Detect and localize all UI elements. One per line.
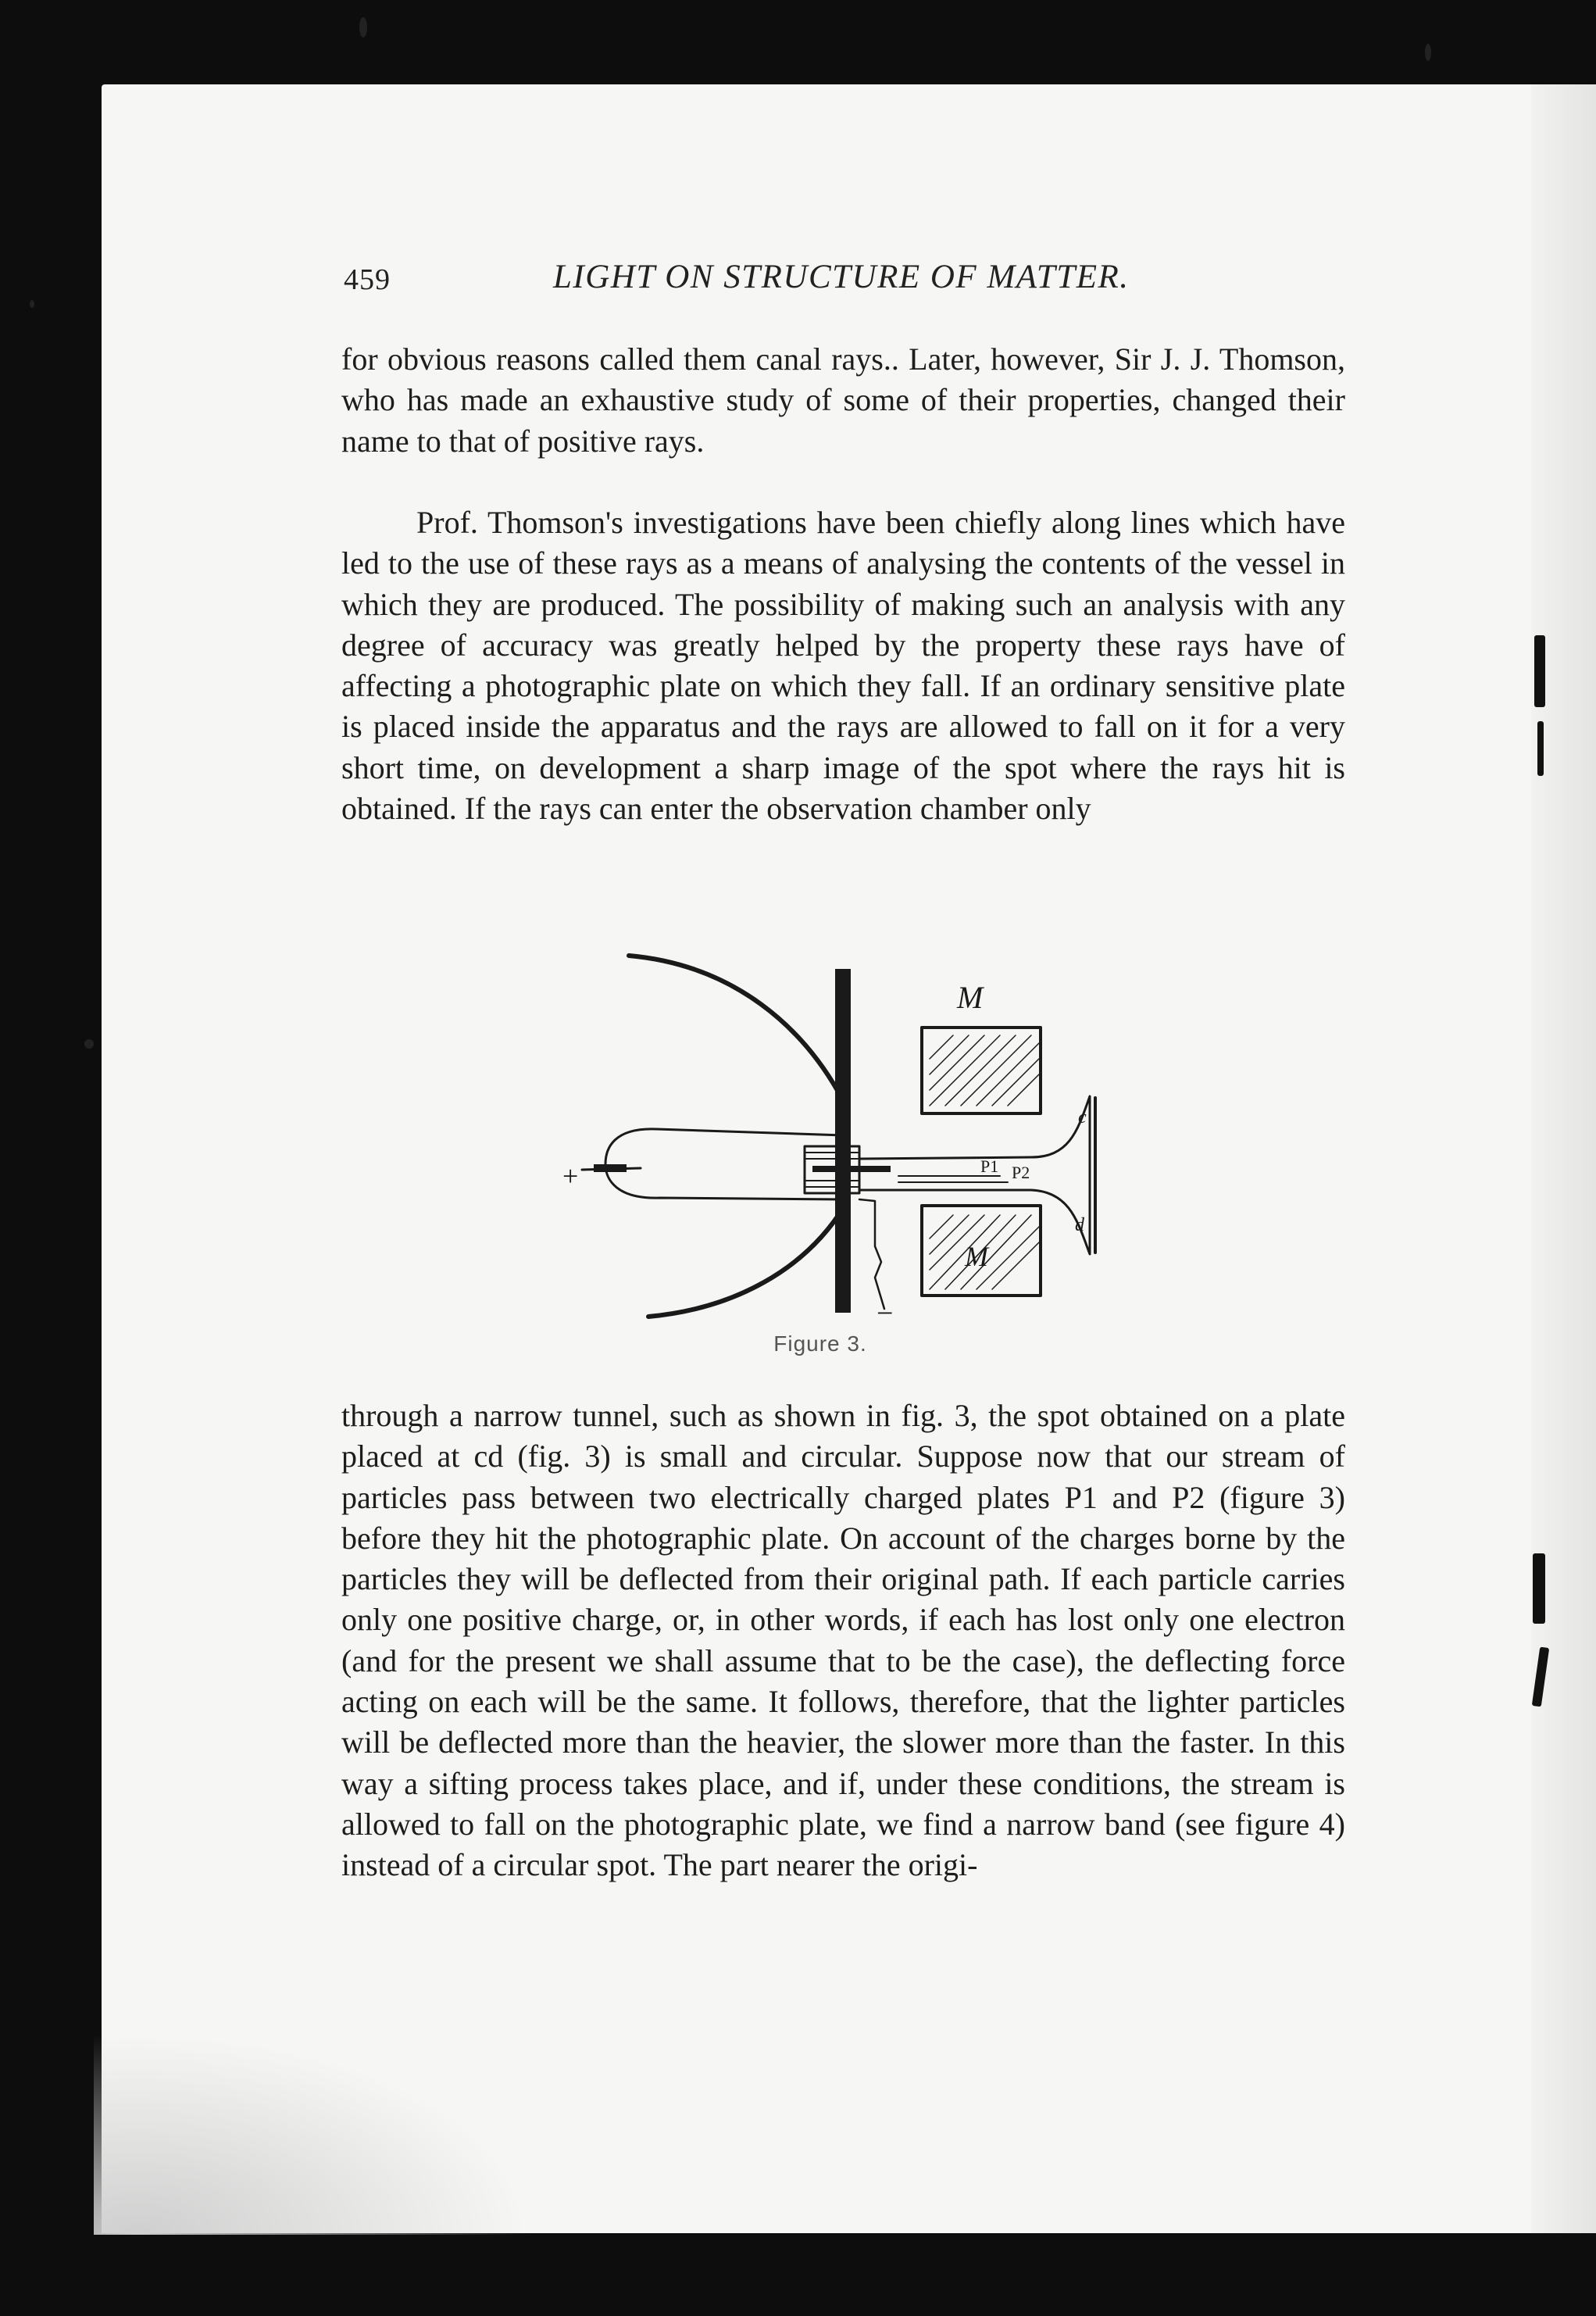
magnet-label-top: M bbox=[957, 980, 984, 1015]
binding-mark bbox=[1532, 1647, 1549, 1707]
magnet-hatching bbox=[930, 1035, 1039, 1106]
magnet-label-bottom: M bbox=[965, 1241, 988, 1272]
curved-shield bbox=[648, 1207, 844, 1317]
paragraph-2: Prof. Thomson's investigations have been chiefly along lines which have led to the use of these rays as a means of analysing the contents of the vessel in which they are produced. The possibility of making such an analysis with any degree of accuracy was greatly helped by the property these rays have of affecting a photographic plate on which they fall. If an ordinary sensitive plate is placed inside the apparatus and the rays are allowed to fall on it for a very short time, on development a sharp image of the spot where the rays hit is obtained. If the rays can enter the observation chamber only bbox=[341, 505, 1345, 827]
minus-label: − bbox=[877, 1297, 894, 1330]
paragraph-3: through a narrow tunnel, such as shown in fig. 3, the spot obtained on a plate placed at cd (fig. 3) is small and circular. Suppose now that our stream of particles pass between two electrically charged plates P1 and P2 (figure 3) before they hit the photographic plate. On account of the charges borne by the particles they will be deflected from their original path. If each particle carries only one positive charge, or, in other words, if each has lost only one electron (and for the present we shall assume that to be the case), the deflecting force acting on each will be the same. It follows, therefore, that the lighter particles will be deflected more than the heavier, the slower more than the faster. In this way a sifting process takes place, and if, under these conditions, the stream is allowed to fall on the photographic plate, we find a narrow band (see figure 4) instead of a circular spot. The part nearer the origi- bbox=[341, 1398, 1345, 1883]
discharge-tube bbox=[605, 1129, 844, 1199]
paragraph-1: for obvious reasons called them canal rays.. Later, however, Sir J. J. Thomson, who has made an exhaustive study of some of their properties, changed their name to that of positive rays. bbox=[341, 341, 1345, 459]
scan-speck bbox=[359, 17, 367, 38]
binding-mark bbox=[1534, 635, 1545, 707]
scan-speck bbox=[1425, 44, 1431, 61]
figure-3-apparatus-diagram bbox=[531, 942, 1125, 1332]
running-title: LIGHT ON STRUCTURE OF MATTER. bbox=[553, 259, 1130, 295]
page-header bbox=[344, 258, 1344, 305]
scan-speck bbox=[84, 1039, 94, 1049]
page-number: 459 bbox=[344, 263, 391, 296]
anode-tip bbox=[594, 1164, 627, 1172]
facing-page-edge bbox=[1531, 84, 1596, 2233]
point-d-label: d bbox=[1075, 1215, 1084, 1235]
plate-p2-label: P2 bbox=[1012, 1163, 1030, 1182]
binding-mark bbox=[1537, 721, 1544, 776]
point-c-label: c bbox=[1078, 1107, 1087, 1128]
figure-caption: Figure 3. bbox=[773, 1331, 867, 1356]
page-curl-shadow bbox=[94, 2032, 531, 2235]
cathode-wall bbox=[835, 969, 851, 1313]
plate-p1-label: P1 bbox=[980, 1156, 999, 1176]
cathode-wire bbox=[859, 1199, 884, 1309]
curved-shield bbox=[629, 956, 844, 1102]
scan-speck bbox=[30, 300, 34, 308]
narrow-tunnel bbox=[812, 1166, 891, 1172]
binding-mark bbox=[1533, 1553, 1545, 1624]
plus-label: + bbox=[562, 1160, 579, 1192]
